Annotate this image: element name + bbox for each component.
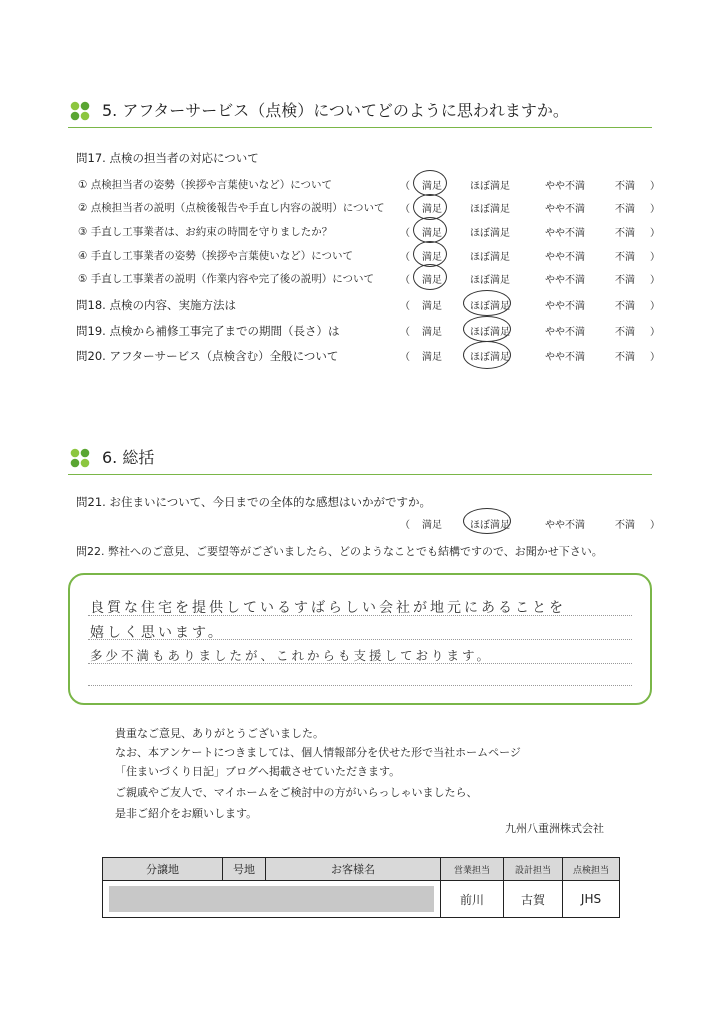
option-mostly-satisfied[interactable]: ほぼ満足 [470, 520, 510, 531]
option-dissatisfied[interactable]: 不満 [615, 181, 635, 192]
option-satisfied[interactable]: 満足 [422, 301, 442, 312]
closing-line-2: なお、本アンケートにつきましては、個人情報部分を伏せた形で当社ホームページ [115, 746, 521, 759]
rating-row: （ 満足 ほぼ満足 やや不満 不満 ） [400, 224, 658, 242]
question-22: 問22. 弊社へのご意見、ご要望等がございましたら、どのようなことでも結構ですので、お聞かせ下さい。 [76, 545, 603, 558]
option-somewhat-dissatisfied[interactable]: やや不満 [545, 204, 585, 215]
section-5-title: 5. アフターサービス（点検）についてどのように思われますか。 [102, 101, 569, 120]
item-5: ⑤ 手直し工事業者の説明（作業内容や完了後の説明）について [78, 273, 375, 285]
header-sales: 営業担当 [441, 858, 504, 881]
section-6-header [68, 444, 652, 475]
option-mostly-satisfied[interactable]: ほぼ満足 [470, 252, 510, 263]
option-dissatisfied[interactable]: 不満 [615, 228, 635, 239]
answer-circle [463, 290, 511, 316]
rating-row: （ 満足 ほぼ満足 やや不満 不満 ） [400, 297, 658, 315]
option-somewhat-dissatisfied[interactable]: やや不満 [545, 301, 585, 312]
question-17: 問17. 点検の担当者の対応について [76, 151, 259, 165]
answer-circle [413, 217, 447, 243]
header-design: 設計担当 [504, 858, 563, 881]
redacted-customer-info [103, 881, 441, 918]
option-dissatisfied[interactable]: 不満 [615, 352, 635, 363]
rating-row: （ 満足 ほぼ満足 やや不満 不満 ） [400, 348, 658, 366]
item-4: ④ 手直し工事業者の姿勢（挨拶や言葉使いなど）について [78, 250, 354, 262]
answer-circle [413, 170, 447, 196]
option-dissatisfied[interactable]: 不満 [615, 327, 635, 338]
question-21: 問21. お住まいについて、今日までの全体的な感想はいかがですか。 [76, 495, 431, 509]
section-6-title: 6. 総括 [102, 448, 155, 467]
option-mostly-satisfied[interactable]: ほぼ満足 [470, 301, 510, 312]
section-5-header [68, 97, 652, 128]
inspection-rep: JHS [563, 881, 620, 918]
comment-line-3: 多少不満もありましたが、これからも支援しております。 [90, 648, 493, 663]
comment-box[interactable] [68, 573, 652, 705]
rating-row: （ 満足 ほぼ満足 やや不満 不満 ） [400, 516, 658, 534]
option-somewhat-dissatisfied[interactable]: やや不満 [545, 520, 585, 531]
company-name: 九州八重洲株式会社 [505, 822, 604, 835]
rating-row: （ 満足 ほぼ満足 やや不満 不満 ） [400, 271, 658, 289]
option-mostly-satisfied[interactable]: ほぼ満足 [470, 181, 510, 192]
question-18: 問18. 点検の内容、実施方法は [76, 298, 236, 312]
option-somewhat-dissatisfied[interactable]: やや不満 [545, 252, 585, 263]
question-19: 問19. 点検から補修工事完了までの期間（長さ）は [76, 324, 340, 338]
option-mostly-satisfied[interactable]: ほぼ満足 [470, 275, 510, 286]
option-satisfied[interactable]: 満足 [422, 520, 442, 531]
option-dissatisfied[interactable]: 不満 [615, 252, 635, 263]
option-dissatisfied[interactable]: 不満 [615, 301, 635, 312]
header-lot-number: 号地 [223, 858, 266, 881]
option-somewhat-dissatisfied[interactable]: やや不満 [545, 327, 585, 338]
rating-row: （ 満足 ほぼ満足 やや不満 不満 ） [400, 200, 658, 218]
comment-line-2: 嬉しく思います。 [90, 625, 225, 641]
option-satisfied[interactable]: 満足 [422, 181, 442, 192]
answer-circle [463, 341, 511, 369]
option-satisfied[interactable]: 満足 [422, 228, 442, 239]
comment-line-1: 良質な住宅を提供しているすばらしい会社が地元にあることを [90, 600, 566, 616]
option-mostly-satisfied[interactable]: ほぼ満足 [470, 204, 510, 215]
clover-icon [70, 448, 90, 468]
footer-table [102, 857, 620, 918]
option-satisfied[interactable]: 満足 [422, 252, 442, 263]
option-satisfied[interactable]: 満足 [422, 352, 442, 363]
option-dissatisfied[interactable]: 不満 [615, 204, 635, 215]
option-dissatisfied[interactable]: 不満 [615, 275, 635, 286]
closing-line-4: ご親戚やご友人で、マイホームをご検討中の方がいらっしゃいましたら、 [115, 786, 478, 799]
option-mostly-satisfied[interactable]: ほぼ満足 [470, 327, 510, 338]
question-20: 問20. アフターサービス（点検含む）全般について [76, 349, 339, 363]
closing-line-3: 「住まいづくり日記」ブログへ掲載させていただきます。 [115, 765, 401, 778]
closing-line-5: 是非ご紹介をお願いします。 [115, 807, 258, 820]
option-mostly-satisfied[interactable]: ほぼ満足 [470, 352, 510, 363]
answer-circle [463, 508, 511, 534]
closing-line-1: 貴重なご意見、ありがとうございました。 [115, 727, 324, 740]
answer-circle [413, 264, 447, 290]
rating-row: （ 満足 ほぼ満足 やや不満 不満 ） [400, 248, 658, 266]
option-dissatisfied[interactable]: 不満 [615, 520, 635, 531]
design-rep: 古賀 [504, 881, 563, 918]
option-somewhat-dissatisfied[interactable]: やや不満 [545, 352, 585, 363]
comment-rule [88, 685, 632, 686]
header-inspection: 点検担当 [563, 858, 620, 881]
option-somewhat-dissatisfied[interactable]: やや不満 [545, 228, 585, 239]
redaction-block [109, 886, 434, 912]
item-3: ③ 手直し工事業者は、お約束の時間を守りましたか？ [78, 226, 333, 238]
answer-circle [463, 316, 511, 342]
rating-row: （ 満足 ほぼ満足 やや不満 不満 ） [400, 177, 658, 195]
option-somewhat-dissatisfied[interactable]: やや不満 [545, 275, 585, 286]
header-lot: 分譲地 [103, 858, 223, 881]
item-2: ② 点検担当者の説明（点検後報告や手直し内容の説明）について [78, 202, 385, 214]
option-mostly-satisfied[interactable]: ほぼ満足 [470, 228, 510, 239]
sales-rep: 前川 [441, 881, 504, 918]
option-somewhat-dissatisfied[interactable]: やや不満 [545, 181, 585, 192]
option-satisfied[interactable]: 満足 [422, 275, 442, 286]
item-1: ① 点検担当者の姿勢（挨拶や言葉使いなど）について [78, 179, 333, 191]
header-customer-name: お客様名 [266, 858, 441, 881]
option-satisfied[interactable]: 満足 [422, 204, 442, 215]
clover-icon [70, 101, 90, 121]
option-satisfied[interactable]: 満足 [422, 327, 442, 338]
rating-row: （ 満足 ほぼ満足 やや不満 不満 ） [400, 323, 658, 341]
